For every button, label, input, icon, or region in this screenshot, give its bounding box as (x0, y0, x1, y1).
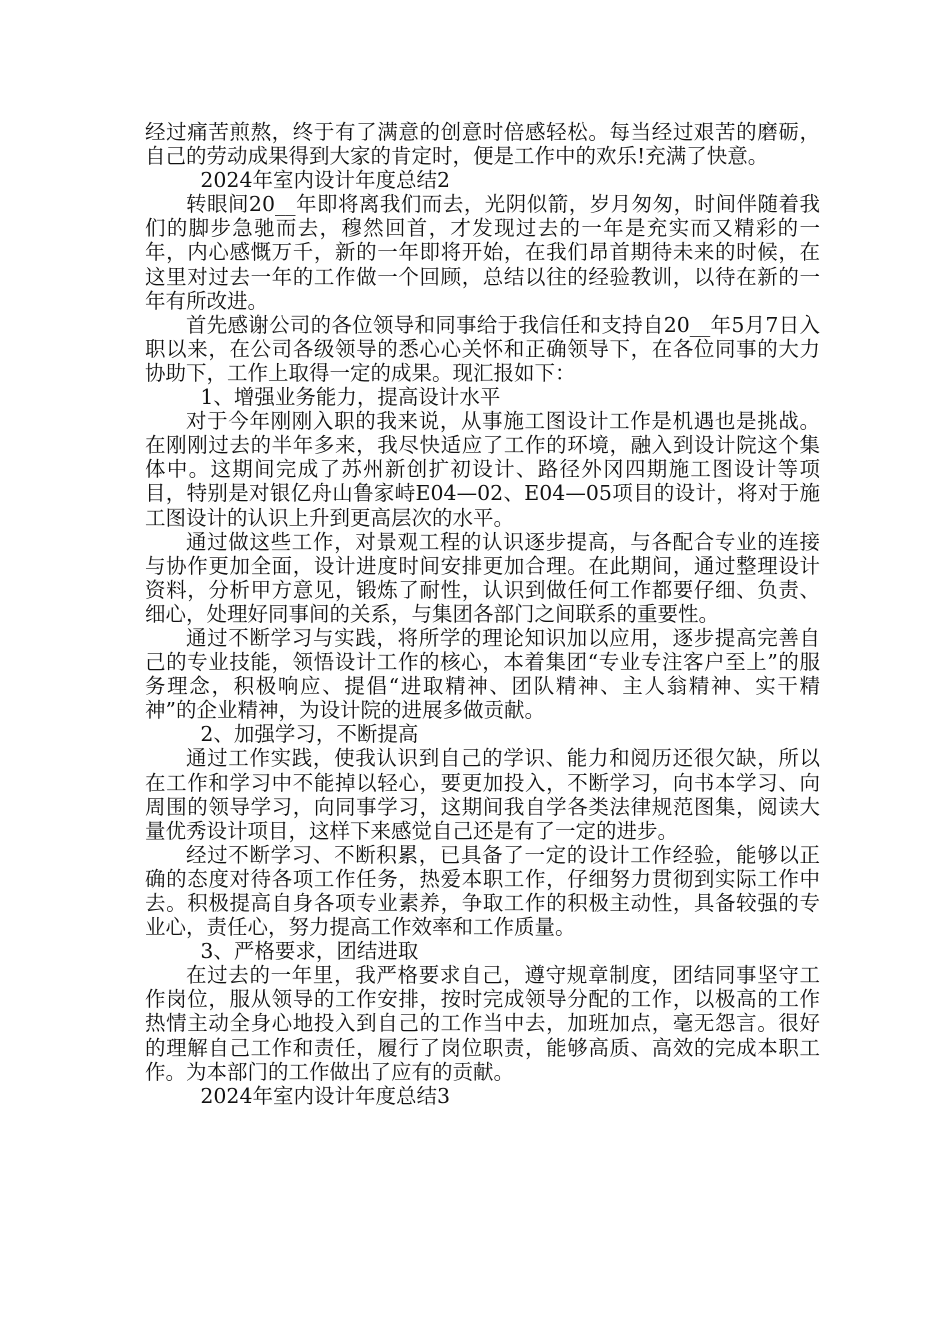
subheading-strict-requirements: 3、严格要求，团结进取 (200, 939, 419, 964)
paragraph-body: 对于今年刚刚入职的我来说，从事施工图设计工作是机遇也是挑战。在刚刚过去的半年多来，我尽快适应了工作的环境，融入到设计院这个集体中。这期间完成了苏州新创扩初设计、路径外冈四期施工图设计等项目，特别是对银亿舟山鲁家峙E04—02、E04—05项目的设计，将对于施工图设计的认识上升到更高层次的水平。 (145, 409, 820, 530)
paragraph-body: 首先感谢公司的各位领导和同事给于我信任和支持自20__年5月7日入职以来，在公司各级领导的悉心心关怀和正确领导下，在各位同事的大力协助下，工作上取得一定的成果。现汇报如下： (145, 312, 820, 385)
paragraph-body: 经过不断学习、不断积累，已具备了一定的设计工作经验，能够以正确的态度对待各项工作任务，热爱本职工作，仔细努力贯彻到实际工作中去。积极提高自身各项专业素养，争取工作的积极主动性，具备较强的专业心，责任心，努力提高工作效率和工作质量。 (145, 842, 820, 940)
paragraph-body: 通过做这些工作，对景观工程的认识逐步提高，与各配合专业的连接与协作更加全面，设计进度时间安排更加合理。在此期间，通过整理设计资料，分析甲方意见，锻炼了耐性，认识到做任何工作都要仔细、负责、细心，处理好同事间的关系，与集团各部门之间联系的重要性。 (145, 529, 820, 626)
section-title-summary-2: 2024年室内设计年度总结2 (200, 168, 451, 193)
paragraph-body: 通过工作实践，使我认识到自己的学识、能力和阅历还很欠缺，所以在工作和学习中不能掉以轻心，要更加投入，不断学习，向书本学习、向周围的领导学习，向同事学习，这期间我自学各类法律规范图集，阅读大量优秀设计项目，这样下来感觉自己还是有了一定的进步。 (145, 746, 820, 843)
subheading-business-ability: 1、增强业务能力，提高设计水平 (200, 385, 501, 410)
paragraph-body: 通过不断学习与实践，将所学的理论知识加以应用，逐步提高完善自己的专业技能，领悟设计工作的核心，本着集团“专业专注客户至上”的服务理念，积极响应、提倡“进取精神、团队精神、主人翁精神、实干精神”的企业精神，为设计院的进展多做贡献。 (145, 625, 820, 723)
document-page (145, 120, 820, 1108)
paragraph-intro-continuation: 经过痛苦煎熬，终于有了满意的创意时倍感轻松。每当经过艰苦的磨砺，自己的劳动成果得到大家的肯定时，便是工作中的欢乐!充满了快意。 (145, 120, 820, 169)
paragraph-body: 在过去的一年里，我严格要求自己，遵守规章制度，团结同事坚守工作岗位，服从领导的工作安排，按时完成领导分配的工作，以极高的工作热情主动全身心地投入到自己的工作当中去，加班加点，毫无怨言。很好的理解自己工作和责任，履行了岗位职责，能够高质、高效的完成本职工作。为本部门的工作做出了应有的贡献。 (145, 963, 820, 1084)
paragraph-body: 转眼间20__年即将离我们而去，光阴似箭，岁月匆匆，时间伴随着我们的脚步急驰而去，穆然回首，才发现过去的一年是充实而又精彩的一年，内心感慨万千，新的一年即将开始，在我们昂首期待未来的时候，在这里对过去一年的工作做一个回顾，总结以往的经验教训，以待在新的一年有所改进。 (145, 192, 820, 313)
subheading-learning: 2、加强学习，不断提高 (200, 722, 419, 747)
section-title-summary-3: 2024年室内设计年度总结3 (200, 1083, 451, 1108)
